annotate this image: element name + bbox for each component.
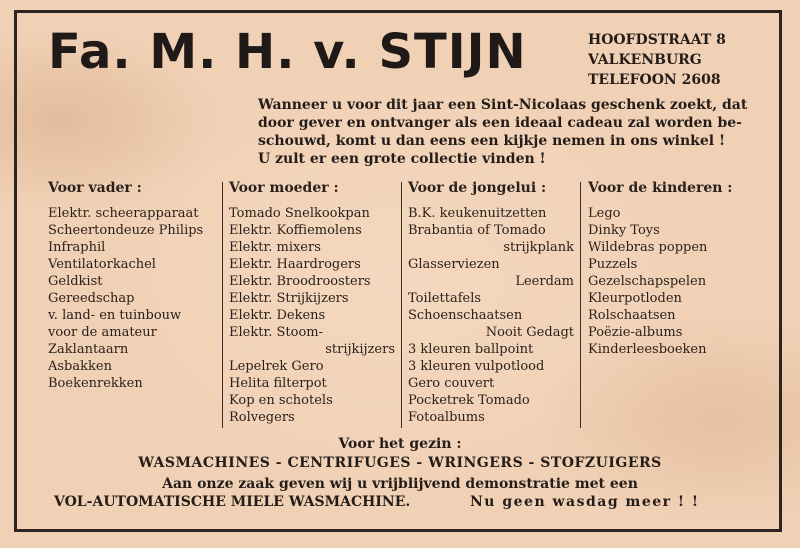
column-voor-vader bbox=[48, 180, 218, 392]
column-divider bbox=[222, 182, 223, 428]
gift-item: Kleurpotloden bbox=[588, 291, 682, 306]
column-divider bbox=[580, 182, 581, 428]
gift-item: 3 kleuren ballpoint bbox=[408, 342, 534, 357]
family-products: WASMACHINES - CENTRIFUGES - WRINGERS - STOFZUIGERS bbox=[138, 455, 662, 471]
gift-item: Ventilatorkachel bbox=[48, 257, 156, 272]
gift-item: Toilettafels bbox=[408, 291, 482, 306]
intro-line: door gever en ontvanger als een ideaal cadeau zal worden be- bbox=[258, 115, 742, 131]
column-divider bbox=[401, 182, 402, 428]
address-town: VALKENBURG bbox=[588, 52, 702, 68]
gift-item: Infraphil bbox=[48, 240, 106, 255]
gift-item: Rolvegers bbox=[229, 410, 295, 425]
intro-line: Wanneer u voor dit jaar een Sint-Nicolaas geschenk zoekt, dat bbox=[258, 97, 748, 113]
gift-item: Asbakken bbox=[48, 359, 112, 374]
gift-item: strijkijzers bbox=[325, 342, 395, 357]
gift-item: voor de amateur bbox=[48, 325, 157, 340]
column-heading: Voor de jongelui : bbox=[408, 180, 547, 196]
gift-item: Nooit Gedagt bbox=[485, 325, 574, 340]
column-heading: Voor vader : bbox=[48, 180, 142, 196]
gift-item: Kinderleesboeken bbox=[588, 342, 707, 357]
column-heading: Voor de kinderen : bbox=[588, 180, 733, 196]
family-heading: Voor het gezin : bbox=[338, 436, 462, 452]
intro-line: schouwd, komt u dan eens een kijkje nemen in ons winkel ! bbox=[258, 133, 726, 149]
gift-item: Schoenschaatsen bbox=[408, 308, 523, 323]
gift-item: strijkplank bbox=[503, 240, 574, 255]
gift-item: Gezelschapspelen bbox=[588, 274, 707, 289]
gift-item: Geldkist bbox=[48, 274, 103, 289]
address-street: HOOFDSTRAAT 8 bbox=[588, 32, 726, 48]
gift-item: Elektr. Strijkijzers bbox=[229, 291, 349, 306]
firm-name: Fa. M. H. v. STIJN bbox=[48, 24, 527, 80]
gift-item: Gereedschap bbox=[48, 291, 135, 306]
gift-item: Elektr. mixers bbox=[229, 240, 321, 255]
gift-item: Brabantia of Tomado bbox=[408, 223, 546, 238]
slogan: Nu geen wasdag meer ! ! bbox=[470, 494, 700, 510]
gift-item: Lego bbox=[588, 206, 621, 221]
gift-item: Zaklantaarn bbox=[48, 342, 129, 357]
intro-text bbox=[258, 96, 758, 168]
miele-line: VOL-AUTOMATISCHE MIELE WASMACHINE. bbox=[54, 494, 411, 510]
gift-item: Elektr. scheerapparaat bbox=[48, 206, 199, 221]
column-voor-de-kinderen bbox=[588, 180, 758, 358]
gift-item: Puzzels bbox=[588, 257, 638, 272]
column-voor-moeder bbox=[229, 180, 395, 426]
gift-item: Pocketrek Tomado bbox=[408, 393, 530, 408]
column-heading: Voor moeder : bbox=[229, 180, 339, 196]
gift-item: Leerdam bbox=[515, 274, 574, 289]
gift-item: Elektr. Dekens bbox=[229, 308, 326, 323]
gift-item: Elektr. Haardrogers bbox=[229, 257, 361, 272]
gift-item: v. land- en tuinbouw bbox=[48, 308, 182, 323]
gift-item: Helita filterpot bbox=[229, 376, 327, 391]
gift-item: Scheertondeuze Philips bbox=[48, 223, 204, 238]
gift-item: Dinky Toys bbox=[588, 223, 660, 238]
gift-item: Elektr. Broodroosters bbox=[229, 274, 371, 289]
gift-item: Rolschaatsen bbox=[588, 308, 676, 323]
gift-item: Boekenrekken bbox=[48, 376, 143, 391]
demo-line: Aan onze zaak geven wij u vrijblijvend demonstratie met een bbox=[162, 476, 638, 492]
gift-item: Wildebras poppen bbox=[588, 240, 708, 255]
gift-item: 3 kleuren vulpotlood bbox=[408, 359, 545, 374]
address-block bbox=[588, 30, 726, 90]
gift-item: Kop en schotels bbox=[229, 393, 333, 408]
gift-item: Lepelrek Gero bbox=[229, 359, 324, 374]
gift-item: Gero couvert bbox=[408, 376, 495, 391]
intro-line: U zult er een grote collectie vinden ! bbox=[258, 151, 546, 167]
gift-item: Glasserviezen bbox=[408, 257, 500, 272]
gift-item: Elektr. Koffiemolens bbox=[229, 223, 362, 238]
gift-item: Poëzie-albums bbox=[588, 325, 683, 340]
gift-item: Fotoalbums bbox=[408, 410, 485, 425]
column-voor-de-jongelui bbox=[408, 180, 574, 426]
gift-item: B.K. keukenuitzetten bbox=[408, 206, 547, 221]
address-phone: TELEFOON 2608 bbox=[588, 72, 721, 88]
gift-item: Elektr. Stoom- bbox=[229, 325, 323, 340]
gift-item: Tomado Snelkookpan bbox=[229, 206, 370, 221]
